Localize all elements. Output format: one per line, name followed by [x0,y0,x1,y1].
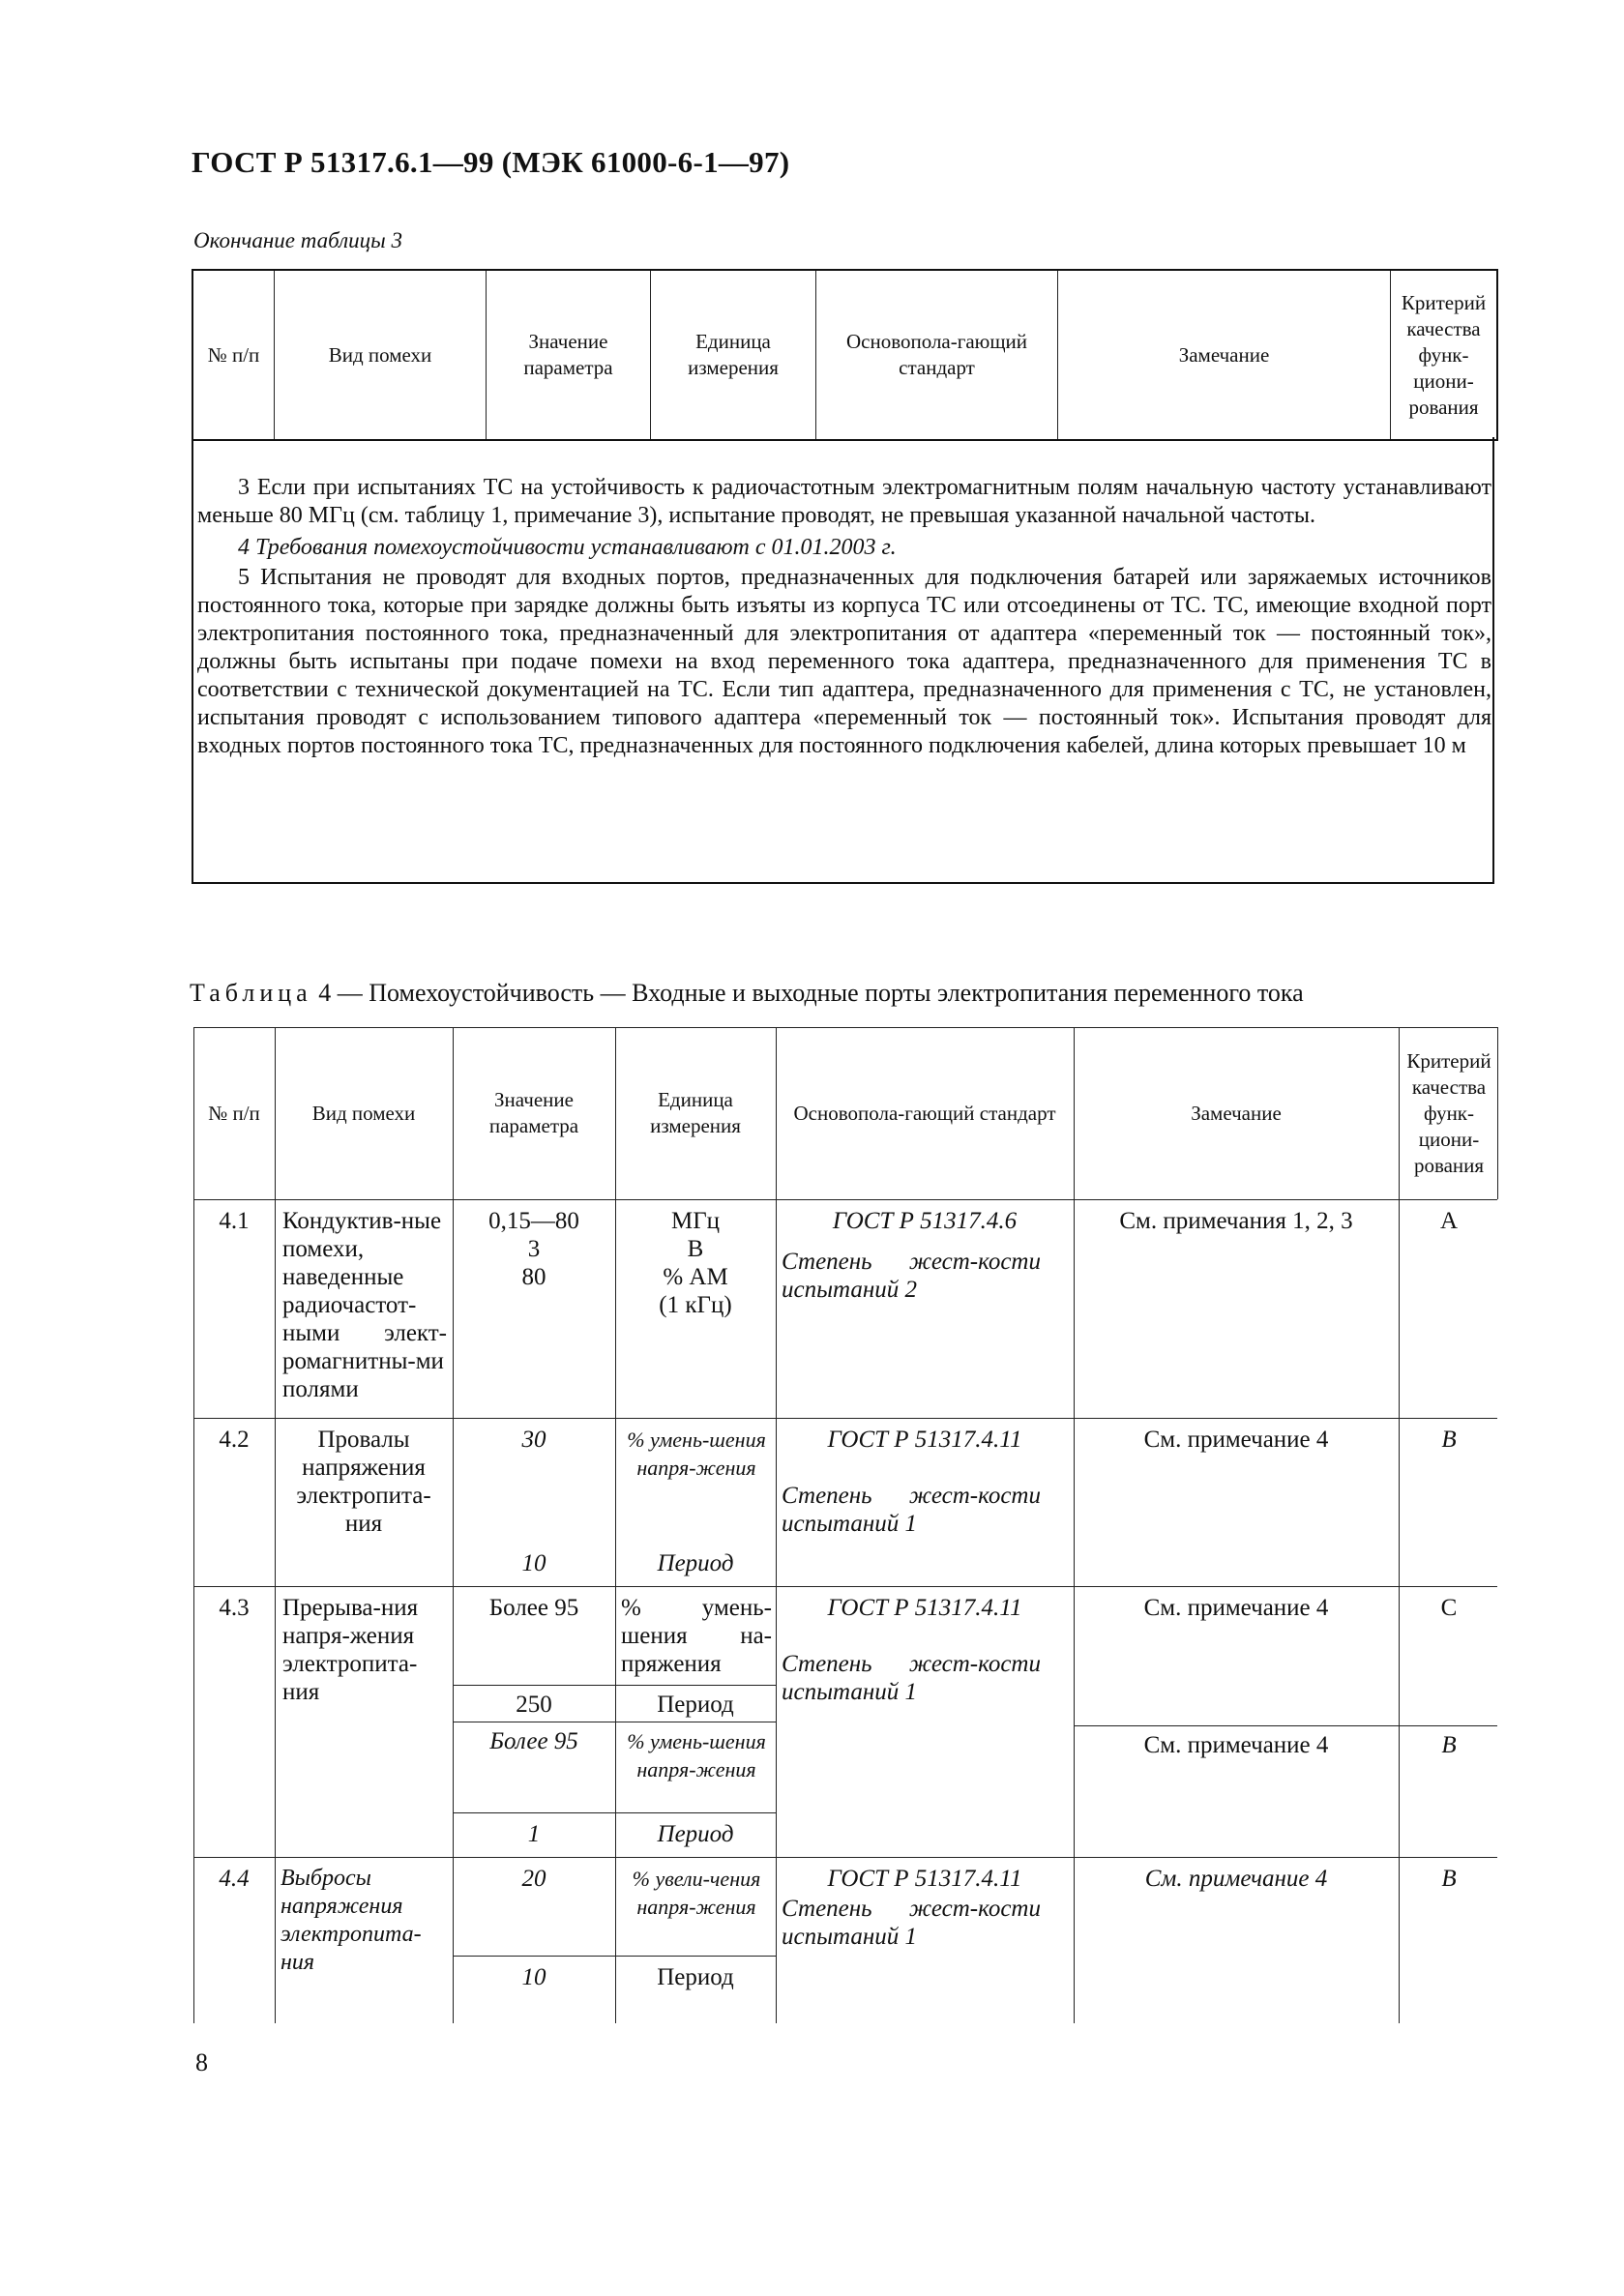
row43-remark-1: См. примечание 4 [1143,1595,1329,1621]
row42-unit-2: Период [657,1550,734,1576]
row43-unit-2: Период [657,1692,734,1718]
row42-unit-1: % умень-шения напря-жения [627,1428,766,1480]
page-number: 8 [195,2048,208,2076]
row41-value-1: 0,15—80 [488,1208,579,1234]
row44-kind: Выбросы напряжения электропита-ния [281,1866,422,1975]
table3-notes [197,474,1491,760]
t4-col-standard-header: Основопола-гающий стандарт [793,1101,1056,1125]
row41-standard: ГОСТ Р 51317.4.6 [832,1208,1018,1234]
row42-standard: ГОСТ Р 51317.4.11 [827,1427,1022,1453]
row44-unit-1: % увели-чения напря-жения [632,1867,761,1919]
table4 [193,1027,1499,2023]
row42-remark: См. примечание 4 [1143,1427,1329,1453]
row41-unit-2: В [687,1236,704,1262]
row43-severity: Степень жест-кости испытаний 1 [782,1651,1041,1705]
table-continuation-caption: Окончание таблицы 3 [193,228,402,252]
row43-standard: ГОСТ Р 51317.4.11 [827,1595,1022,1621]
col-standard-header: Основопола-гающий стандарт [816,271,1058,439]
table4-row-rule [193,1586,1497,1587]
row43-criterion-2: В [1441,1732,1457,1758]
t4-col-kind-header: Вид помехи [311,1101,416,1125]
row44-num: 4.4 [219,1866,250,1892]
row41-unit-4: (1 кГц) [659,1292,732,1318]
row41-num: 4.1 [219,1208,250,1234]
table4-subrow-rule [453,1812,776,1813]
row44-remark: См. примечание 4 [1144,1866,1328,1892]
row43-unit-3: % умень-шения напря-жения [627,1729,766,1781]
table3-header [192,269,1498,441]
row42-severity: Степень жест-кости испытаний 1 [782,1483,1041,1537]
row41-unit-1: МГц [670,1208,721,1234]
row41-value-2: 3 [527,1236,541,1262]
row43-criterion-1: С [1440,1595,1458,1621]
col-remark-header: Замечание [1058,271,1391,439]
row44-value-2: 10 [521,1964,546,1990]
row42-criterion: В [1441,1427,1457,1453]
row43-num: 4.3 [219,1595,250,1621]
col-kind-header: Вид помехи [275,271,487,439]
row41-unit-3: % АМ [663,1264,728,1290]
row43-value-3: Более 95 [489,1728,578,1754]
row43-value-2: 250 [516,1692,552,1718]
row41-kind: Кондуктив-ные помехи, наведенные радиочастот-ными элект-ромагнитны-ми полями [282,1208,447,1402]
row42-value-2: 10 [521,1550,546,1576]
table4-subrow-rule [453,1956,776,1957]
row41-value-3: 80 [521,1264,546,1290]
row44-severity: Степень жест-кости испытаний 1 [782,1896,1041,1950]
t4-col-remark-header: Замечание [1191,1101,1282,1125]
note-5: 5 Испытания не проводят для входных портов, предназначенных для подключения батарей или заряжаемых источников постоянного тока, которые при зарядке должны быть изъяты из корпуса ТС или отсоединены от ТС. ТС, имеющие входной порт электропитания постоянного тока, предназначенный для электропитания от адаптера «переменный ток — постоянный ток», должны быть испытаны при подаче помехи на вход переменного тока адаптера, предназначенного для применения ТС в соответствии с технической документацией на ТС. Если тип адаптера, предназначенного для применения с ТС, не установлен, испытания проводят с использованием типового адаптера «переменный ток — постоянный ток». Испытания проводят для входных портов постоянного тока ТС, предназначенных для постоянного подключения кабелей, длина которых превышает 10 м [197,565,1491,758]
row44-value-1: 20 [521,1866,546,1892]
col-unit-header: Единица измерения [651,271,816,439]
row41-severity: Степень жест-кости испытаний 2 [782,1249,1041,1303]
table3-notes-cell [192,437,1494,884]
table4-header-rule [193,1199,1497,1200]
col-criterion-header: Критерий качества функ-циони-рования [1401,290,1487,419]
col-num-header: № п/п [193,271,275,439]
col-value-header: Значение параметра [487,271,651,439]
row42-num: 4.2 [219,1427,250,1453]
row43-unit-1: % умень-шения на-пряжения [621,1595,772,1677]
table4-title: 4 — Помехоустойчивость — Входные и выходные порты электропитания переменного тока [311,979,1304,1007]
t4-col-unit-header: Единица измерения [650,1088,741,1137]
row43-value-1: Более 95 [488,1595,579,1621]
row41-remark: См. примечания 1, 2, 3 [1119,1208,1353,1234]
table4-caption [190,979,1304,1008]
row43-kind: Прерыва-ния напря-жения электропита-ния [282,1595,419,1705]
row43-remark-2: См. примечание 4 [1143,1732,1329,1758]
table4-subrow-rule [453,1685,776,1686]
row43-unit-4: Период [657,1821,734,1847]
document-title: ГОСТ Р 51317.6.1—99 (МЭК 61000-6-1—97) [192,145,790,179]
row44-unit-2: Период [657,1964,734,1990]
note-4: 4 Требования помехоустойчивости устанавливают с 01.01.2003 г. [238,535,897,560]
table4-row-rule [193,1857,1497,1858]
table4-row-rule [193,1418,1497,1419]
t4-col-criterion-header: Критерий качества функ-циони-рования [1406,1048,1491,1177]
t4-col-num-header: № п/п [208,1101,260,1125]
row44-criterion: В [1441,1866,1457,1892]
table4-subrow-rule [1074,1725,1497,1726]
note-3: 3 Если при испытаниях ТС на устойчивость к радиочастотным электромагнитным полям начальную частоту устанавливают меньше 80 МГц (см. таблицу 1, примечание 3), испытание проводят, не превышая указанной начальной частоты. [197,475,1491,528]
row44-standard: ГОСТ Р 51317.4.11 [827,1866,1022,1892]
row42-kind: Провалы напряжения электропита-ния [296,1427,431,1537]
t4-col-value-header: Значение параметра [488,1088,579,1137]
row42-value-1: 30 [521,1427,546,1453]
table4-label: Таблица [190,979,312,1007]
row43-value-4: 1 [527,1821,541,1847]
row41-criterion: А [1439,1208,1459,1234]
